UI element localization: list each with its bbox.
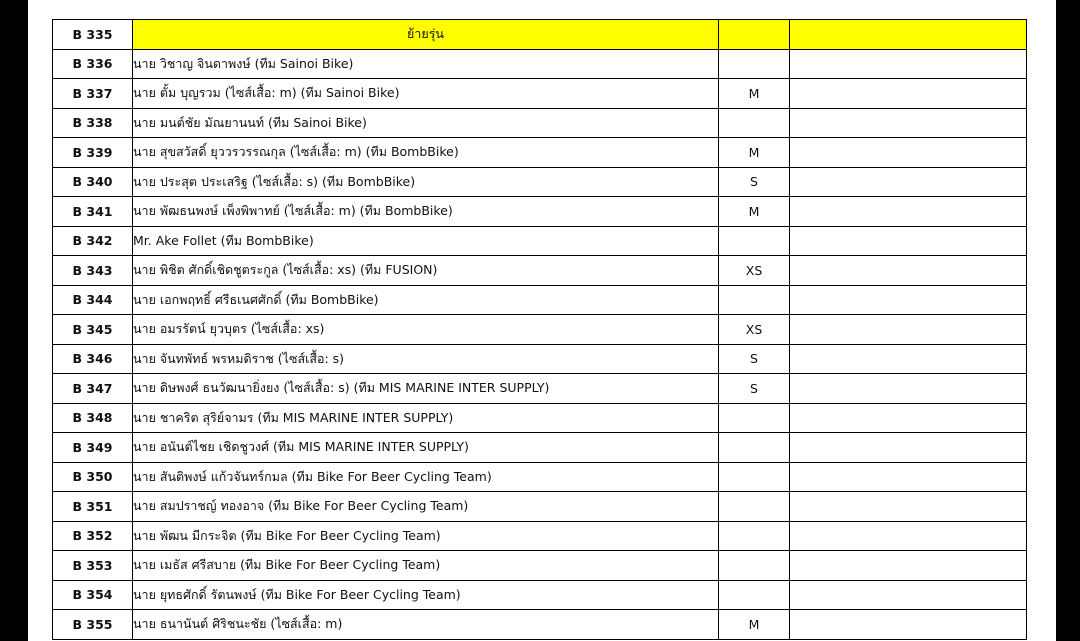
note-cell <box>790 20 1027 50</box>
shirt-size-cell: S <box>719 374 790 404</box>
shirt-size-cell <box>719 492 790 522</box>
bib-number-cell: B 335 <box>53 20 133 50</box>
shirt-size-cell: M <box>719 197 790 227</box>
table-row <box>53 285 1027 315</box>
note-cell <box>790 108 1027 138</box>
rider-name-cell: นาย สมปราชญ์ ทองอาจ (ทีม Bike For Beer Cycling Team) <box>133 492 719 522</box>
bib-number-cell: B 352 <box>53 521 133 551</box>
note-cell <box>790 462 1027 492</box>
note-cell <box>790 580 1027 610</box>
rider-name-cell: Mr. Ake Follet (ทีม BombBike) <box>133 226 719 256</box>
table-row <box>53 20 1027 50</box>
table-row <box>53 374 1027 404</box>
bib-number-cell: B 344 <box>53 285 133 315</box>
bib-number-cell: B 354 <box>53 580 133 610</box>
shirt-size-cell <box>719 521 790 551</box>
rider-name-cell: นาย พัฒธนพงษ์ เพ็งพิพาทย์ (ไซส์เสื้อ: m) (ทีม BombBike) <box>133 197 719 227</box>
shirt-size-cell: S <box>719 167 790 197</box>
shirt-size-cell <box>719 551 790 581</box>
rider-name-cell: นาย ดิษพงศ์ ธนวัฒนายิ่งยง (ไซส์เสื้อ: s) (ทีม MIS MARINE INTER SUPPLY) <box>133 374 719 404</box>
rider-name-cell: นาย พิชิต ศักดิ์เชิดชูตระกูล (ไซส์เสื้อ: xs) (ทีม FUSION) <box>133 256 719 286</box>
table-row <box>53 108 1027 138</box>
note-cell <box>790 492 1027 522</box>
table-row <box>53 610 1027 640</box>
bib-number-cell: B 350 <box>53 462 133 492</box>
shirt-size-cell <box>719 580 790 610</box>
rider-name-cell: นาย ชาคริต สุริย์จามร (ทีม MIS MARINE INTER SUPPLY) <box>133 403 719 433</box>
note-cell <box>790 138 1027 168</box>
note-cell <box>790 403 1027 433</box>
rider-name-cell: นาย เมธัส ศรีสบาย (ทีม Bike For Beer Cycling Team) <box>133 551 719 581</box>
bib-number-cell: B 336 <box>53 49 133 79</box>
shirt-size-cell <box>719 403 790 433</box>
rider-name-cell: นาย ตั้ม บุญรวม (ไซส์เสื้อ: m) (ทีม Sainoi Bike) <box>133 79 719 109</box>
rider-name-cell: นาย พัฒน มีกระจิต (ทีม Bike For Beer Cycling Team) <box>133 521 719 551</box>
table-row <box>53 167 1027 197</box>
bib-number-cell: B 346 <box>53 344 133 374</box>
note-cell <box>790 197 1027 227</box>
table-row <box>53 433 1027 463</box>
bib-number-cell: B 347 <box>53 374 133 404</box>
table-row <box>53 49 1027 79</box>
table-row <box>53 315 1027 345</box>
registration-table <box>52 19 1027 640</box>
note-cell <box>790 551 1027 581</box>
bib-number-cell: B 337 <box>53 79 133 109</box>
table-row <box>53 492 1027 522</box>
bib-number-cell: B 349 <box>53 433 133 463</box>
rider-name-cell: นาย เอกพฤทธิ์ ศรีธเนศศักดิ์ (ทีม BombBike) <box>133 285 719 315</box>
table-row <box>53 197 1027 227</box>
table-row <box>53 551 1027 581</box>
note-cell <box>790 167 1027 197</box>
bib-number-cell: B 339 <box>53 138 133 168</box>
note-cell <box>790 79 1027 109</box>
shirt-size-cell: M <box>719 138 790 168</box>
shirt-size-cell <box>719 20 790 50</box>
rider-name-cell: นาย มนต์ชัย มัณยานนท์ (ทีม Sainoi Bike) <box>133 108 719 138</box>
shirt-size-cell: S <box>719 344 790 374</box>
rider-name-cell: นาย อมรรัตน์ ยุวบุตร (ไซส์เสื้อ: xs) <box>133 315 719 345</box>
table-row <box>53 138 1027 168</box>
note-cell <box>790 433 1027 463</box>
table-row <box>53 521 1027 551</box>
bib-number-cell: B 342 <box>53 226 133 256</box>
shirt-size-cell <box>719 285 790 315</box>
rider-name-cell: นาย ธนานันต์ ศิริชนะชัย (ไซส์เสื้อ: m) <box>133 610 719 640</box>
rider-name-cell: ย้ายรุ่น <box>133 20 719 50</box>
bib-number-cell: B 348 <box>53 403 133 433</box>
bib-number-cell: B 338 <box>53 108 133 138</box>
shirt-size-cell <box>719 433 790 463</box>
note-cell <box>790 285 1027 315</box>
bib-number-cell: B 343 <box>53 256 133 286</box>
note-cell <box>790 256 1027 286</box>
shirt-size-cell <box>719 49 790 79</box>
note-cell <box>790 521 1027 551</box>
note-cell <box>790 344 1027 374</box>
rider-name-cell: นาย สุขสวัสดิ์ ยุววรวรรณกุล (ไซส์เสื้อ: m) (ทีม BombBike) <box>133 138 719 168</box>
rider-name-cell: นาย อนันต์ไชย เชิดชูวงศ์ (ทีม MIS MARINE INTER SUPPLY) <box>133 433 719 463</box>
shirt-size-cell: M <box>719 79 790 109</box>
table-row <box>53 344 1027 374</box>
table-body <box>53 20 1027 640</box>
bib-number-cell: B 345 <box>53 315 133 345</box>
table-row <box>53 79 1027 109</box>
shirt-size-cell <box>719 108 790 138</box>
shirt-size-cell <box>719 462 790 492</box>
bib-number-cell: B 353 <box>53 551 133 581</box>
table-row <box>53 403 1027 433</box>
bib-number-cell: B 355 <box>53 610 133 640</box>
note-cell <box>790 226 1027 256</box>
bib-number-cell: B 341 <box>53 197 133 227</box>
note-cell <box>790 49 1027 79</box>
table-row <box>53 580 1027 610</box>
rider-name-cell: นาย จันทพัทธ์ พรหมดิราช (ไซส์เสื้อ: s) <box>133 344 719 374</box>
bib-number-cell: B 340 <box>53 167 133 197</box>
rider-name-cell: นาย วิชาญ จินดาพงษ์ (ทีม Sainoi Bike) <box>133 49 719 79</box>
document-page <box>28 0 1056 641</box>
note-cell <box>790 610 1027 640</box>
rider-name-cell: นาย ยุทธศักดิ์ รัตนพงษ์ (ทีม Bike For Beer Cycling Team) <box>133 580 719 610</box>
shirt-size-cell: XS <box>719 256 790 286</box>
table-row <box>53 226 1027 256</box>
bib-number-cell: B 351 <box>53 492 133 522</box>
shirt-size-cell: XS <box>719 315 790 345</box>
table-row <box>53 256 1027 286</box>
shirt-size-cell <box>719 226 790 256</box>
table-row <box>53 462 1027 492</box>
note-cell <box>790 315 1027 345</box>
rider-name-cell: นาย ประสุต ประเสริฐ (ไซส์เสื้อ: s) (ทีม BombBike) <box>133 167 719 197</box>
shirt-size-cell: M <box>719 610 790 640</box>
rider-name-cell: นาย สันติพงษ์ แก้วจันทร์กมล (ทีม Bike For Beer Cycling Team) <box>133 462 719 492</box>
note-cell <box>790 374 1027 404</box>
